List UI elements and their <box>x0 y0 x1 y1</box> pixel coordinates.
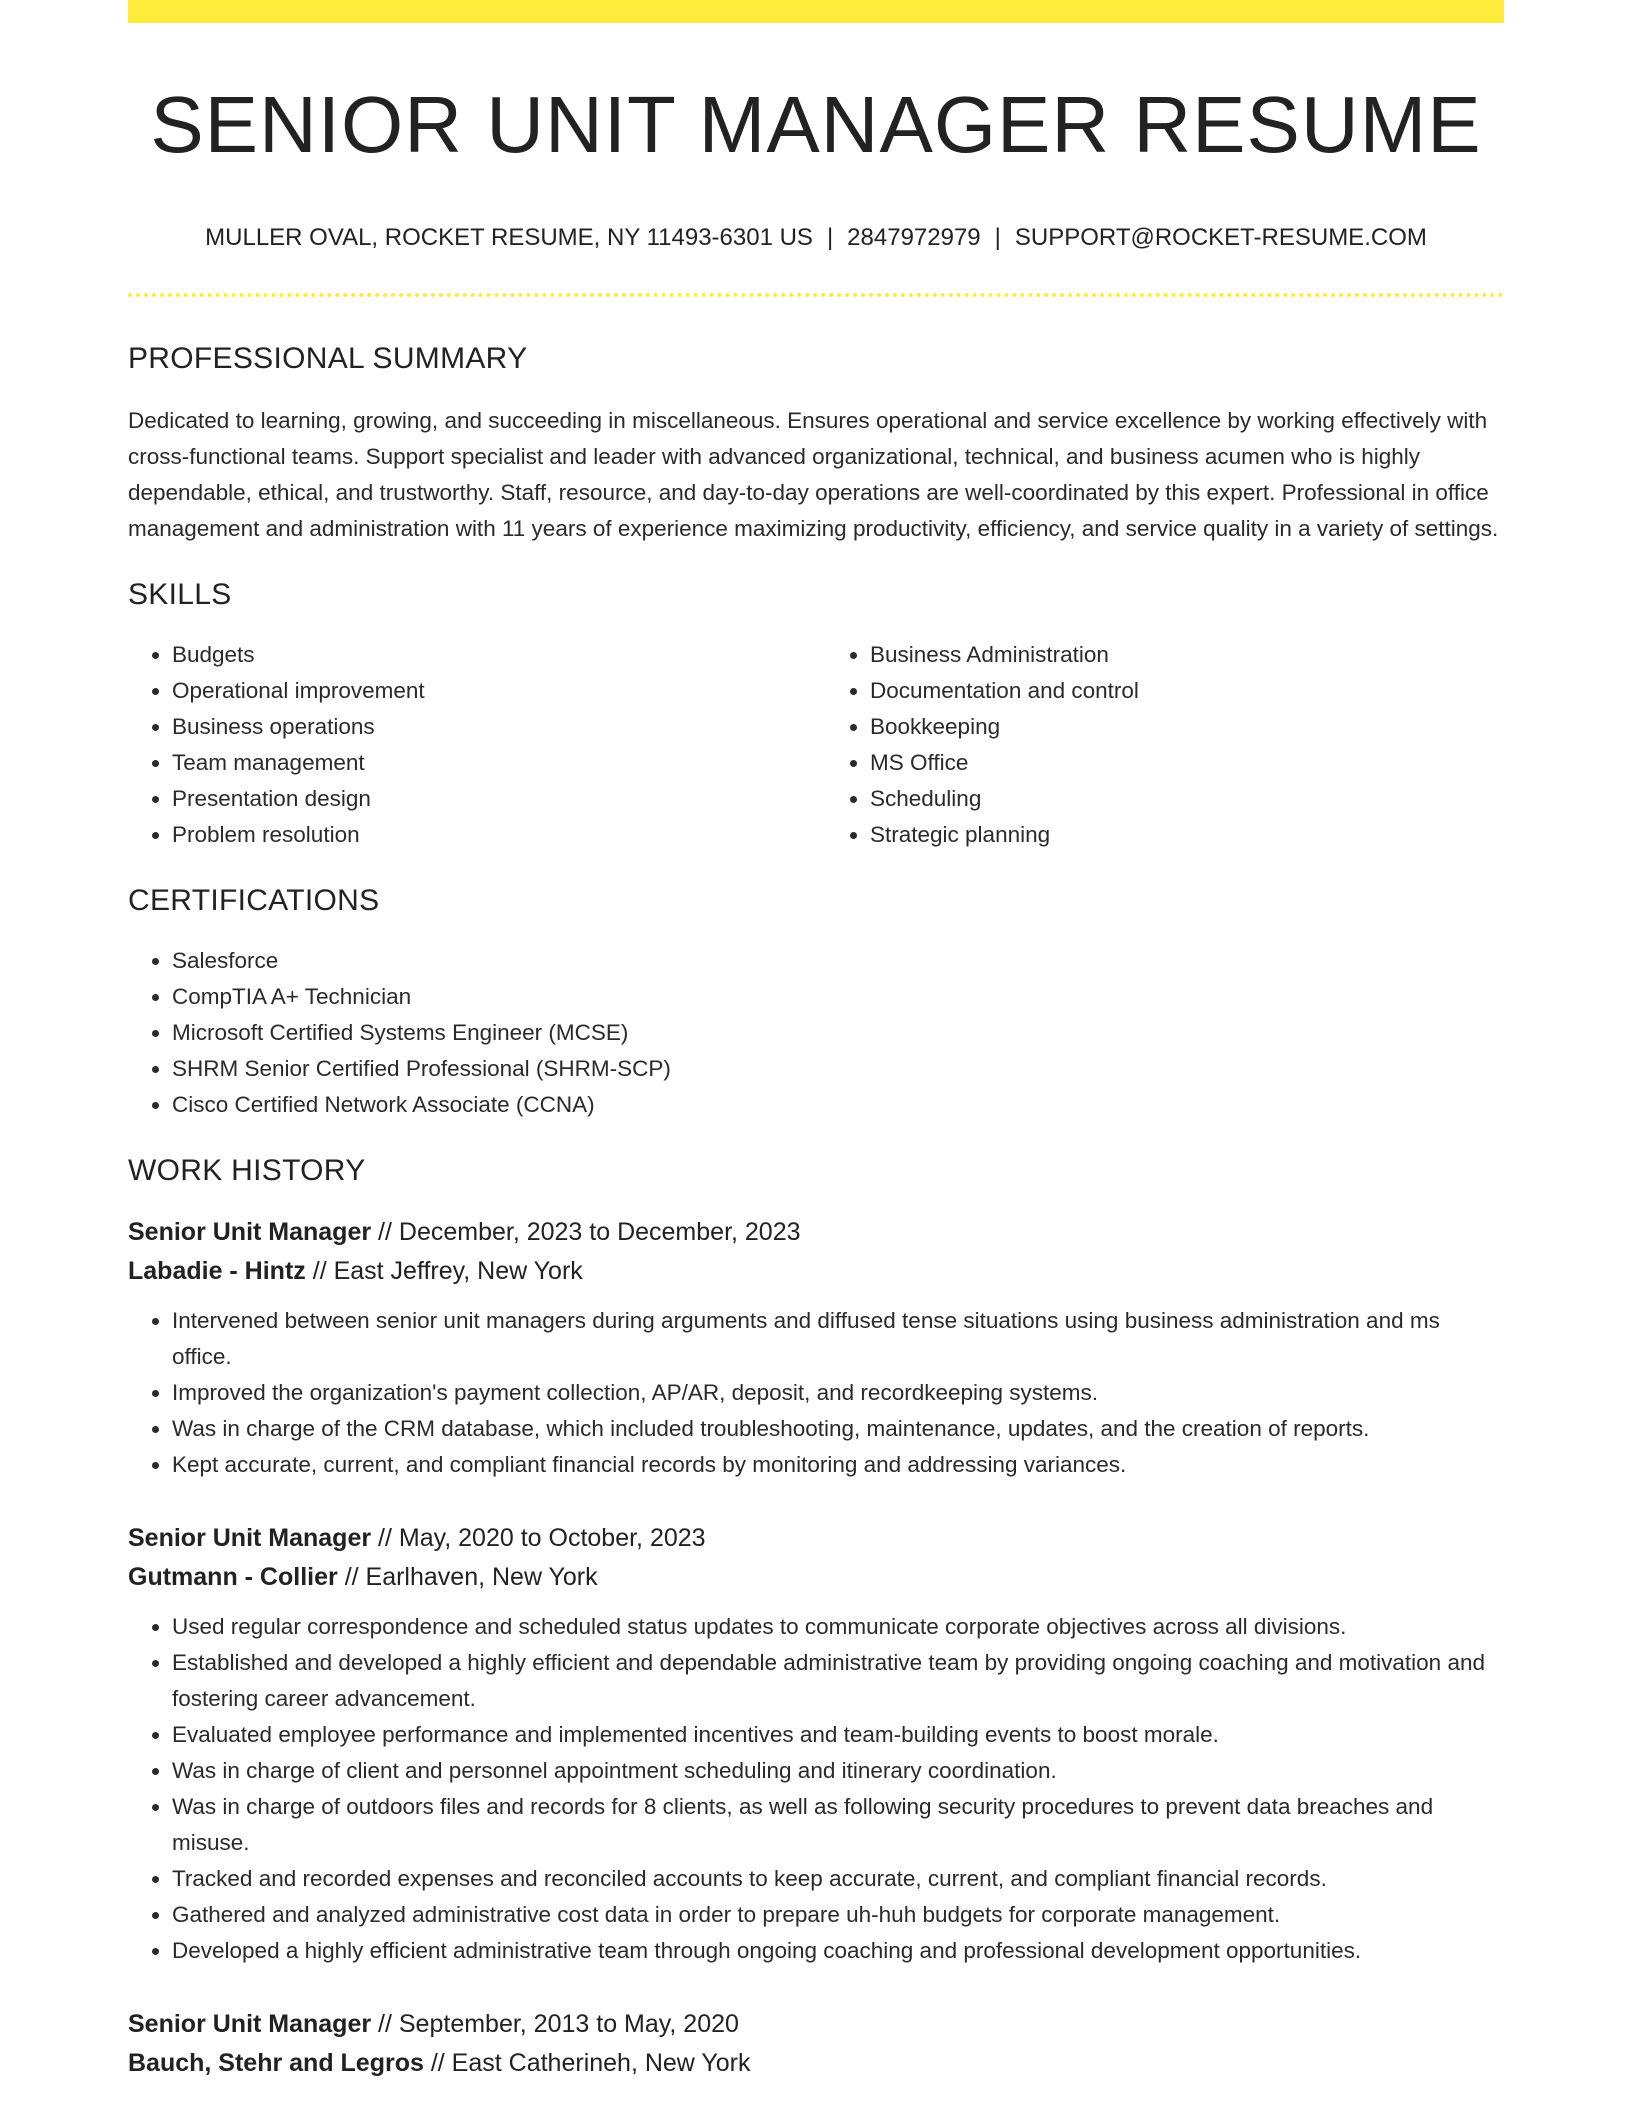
certification-item: • Cisco Certified Network Associate (CCNA) <box>172 1087 1504 1123</box>
certification-item: • Salesforce <box>172 943 1504 979</box>
job-entry <box>128 1519 1504 1969</box>
certification-item: • CompTIA A+ Technician <box>172 979 1504 1015</box>
job-bullet: • Improved the organization's payment collection, AP/AR, deposit, and recordkeeping systems. <box>172 1375 1504 1411</box>
skill-item: • Bookkeeping <box>870 709 1504 745</box>
job-bullet: • Intervened between senior unit managers during arguments and diffused tense situations using business administration and ms office. <box>172 1303 1504 1375</box>
job-company: Labadie - Hintz <box>128 1257 306 1285</box>
job-company-line <box>128 1558 1504 1597</box>
certifications-list <box>128 943 1504 1123</box>
job-company: Gutmann - Collier <box>128 1563 338 1591</box>
skills-list-right <box>826 637 1504 853</box>
job-role: Senior Unit Manager <box>128 2010 372 2038</box>
job-company: Bauch, Stehr and Legros <box>128 2049 424 2077</box>
skills-heading: SKILLS <box>128 578 232 611</box>
job-bullet: • Developed a highly efficient administrative team through ongoing coaching and professional development opportunities. <box>172 1933 1504 1969</box>
job-dates: // September, 2013 to May, 2020 <box>378 2010 739 2038</box>
skills-grid <box>128 637 1504 853</box>
top-accent-bar <box>128 0 1504 23</box>
skill-item: • Scheduling <box>870 781 1504 817</box>
skill-item: • Team management <box>172 745 806 781</box>
skill-item: • Business Administration <box>870 637 1504 673</box>
contact-separator: | <box>826 224 834 251</box>
job-role-line <box>128 1519 1504 1558</box>
job-entry <box>128 2005 1504 2083</box>
job-bullet: • Was in charge of the CRM database, which included troubleshooting, maintenance, updates, and the creation of reports. <box>172 1411 1504 1447</box>
job-bullet: • Kept accurate, current, and compliant financial records by monitoring and addressing variances. <box>172 1447 1504 1483</box>
job-bullet: • Was in charge of outdoors files and records for 8 clients, as well as following security procedures to prevent data breaches and misuse. <box>172 1789 1504 1861</box>
skill-item: • MS Office <box>870 745 1504 781</box>
skill-item: • Operational improvement <box>172 673 806 709</box>
job-location: // East Catherineh, New York <box>430 2049 751 2077</box>
job-location: // East Jeffrey, New York <box>312 1257 583 1285</box>
skill-item: • Budgets <box>172 637 806 673</box>
skill-item: • Documentation and control <box>870 673 1504 709</box>
job-bullet: • Gathered and analyzed administrative cost data in order to prepare uh-huh budgets for corporate management. <box>172 1897 1504 1933</box>
job-bullet: • Tracked and recorded expenses and reconciled accounts to keep accurate, current, and compliant financial records. <box>172 1861 1504 1897</box>
contact-phone: 2847972979 <box>847 224 981 251</box>
contact-separator: | <box>994 224 1001 251</box>
job-bullet: • Used regular correspondence and scheduled status updates to communicate corporate objectives across all divisions. <box>172 1609 1504 1645</box>
summary-text: Dedicated to learning, growing, and succeeding in miscellaneous. Ensures operational and service excellence by working effectively with cross-functional teams. Support specialist and leader with advanced organizational, technical, and business acumen who is highly dependable, ethical, and trustworthy. Staff, resource, and day-to-day operations are well-coordinated by this expert. Professional in office management and administration with 11 years of experience maximizing productivity, efficiency, and service quality in a variety of settings. <box>128 408 1499 541</box>
page-title: SENIOR UNIT MANAGER RESUME <box>150 80 1482 169</box>
certification-item: • Microsoft Certified Systems Engineer (MCSE) <box>172 1015 1504 1051</box>
certification-item: • SHRM Senior Certified Professional (SHRM-SCP) <box>172 1051 1504 1087</box>
job-bullet: • Established and developed a highly efficient and dependable administrative team by providing ongoing coaching and motivation and fostering career advancement. <box>172 1645 1504 1717</box>
job-entry <box>128 1213 1504 1483</box>
job-location: // Earlhaven, New York <box>344 1563 598 1591</box>
skill-item: • Strategic planning <box>870 817 1504 853</box>
resume-content <box>128 23 1504 2083</box>
skill-item: • Presentation design <box>172 781 806 817</box>
job-role-line <box>128 1213 1504 1252</box>
certifications-heading: CERTIFICATIONS <box>128 884 380 917</box>
job-role: Senior Unit Manager <box>128 1218 372 1246</box>
contact-address: MULLER OVAL, ROCKET RESUME, NY 11493-6301 US <box>205 224 813 251</box>
skills-list-left <box>128 637 806 853</box>
job-bullet: • Was in charge of client and personnel appointment scheduling and itinerary coordination. <box>172 1753 1504 1789</box>
job-dates: // May, 2020 to October, 2023 <box>378 1524 706 1552</box>
job-bullet: • Evaluated employee performance and implemented incentives and team-building events to boost morale. <box>172 1717 1504 1753</box>
job-company-line <box>128 2044 1504 2083</box>
skill-item: • Business operations <box>172 709 806 745</box>
job-company-line <box>128 1252 1504 1291</box>
job-bullets <box>128 1303 1504 1483</box>
job-dates: // December, 2023 to December, 2023 <box>378 1218 801 1246</box>
skill-item: • Problem resolution <box>172 817 806 853</box>
contact-email: SUPPORT@ROCKET-RESUME.COM <box>1014 224 1427 251</box>
job-role: Senior Unit Manager <box>128 1524 372 1552</box>
summary-heading: PROFESSIONAL SUMMARY <box>128 342 528 375</box>
contact-line <box>128 223 1504 253</box>
header-divider <box>128 293 1504 297</box>
job-bullets <box>128 1609 1504 1969</box>
work-history-heading: WORK HISTORY <box>128 1154 366 1187</box>
job-role-line <box>128 2005 1504 2044</box>
